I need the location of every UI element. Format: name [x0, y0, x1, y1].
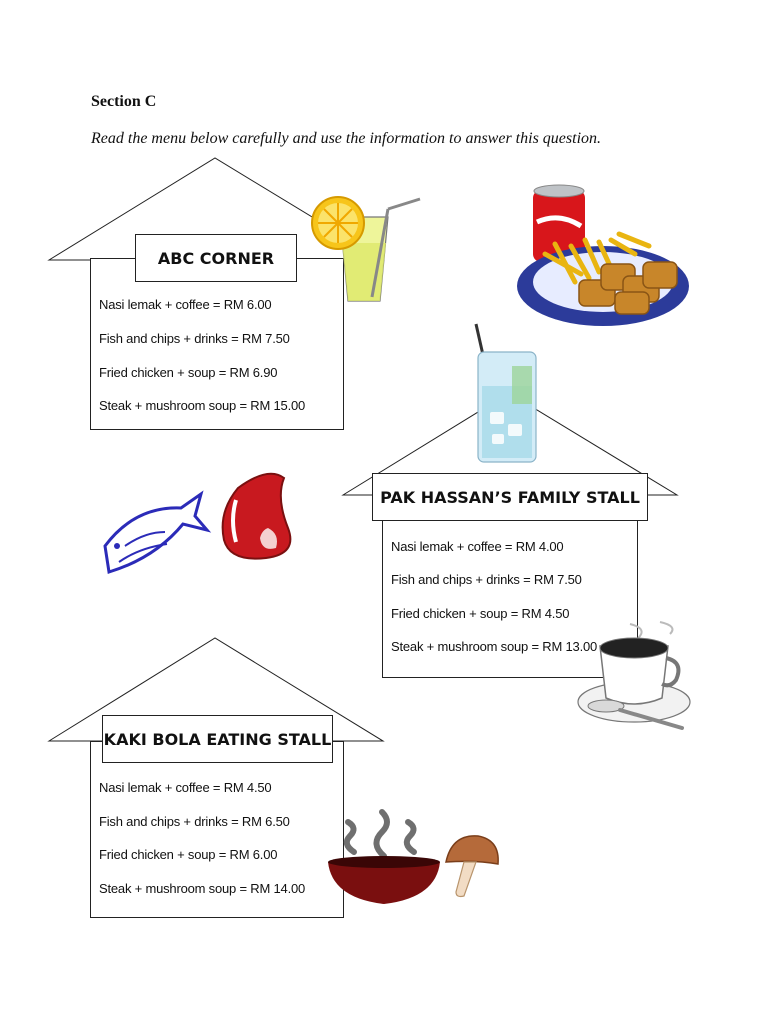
stall-title: PAK HASSAN’S FAMILY STALL	[372, 473, 648, 521]
menu-item: Fried chicken + soup = RM 6.00	[99, 847, 278, 862]
menu-item: Fried chicken + soup = RM 6.90	[99, 365, 278, 380]
coffee-cup-icon	[570, 618, 694, 734]
steak-icon	[218, 468, 300, 564]
stall-title: KAKI BOLA EATING STALL	[102, 715, 333, 763]
section-heading: Section C	[91, 93, 157, 110]
menu-item: Steak + mushroom soup = RM 14.00	[99, 881, 306, 896]
soup-bowl-icon	[326, 808, 442, 908]
instruction-text: Read the menu below carefully and use the information to answer this question.	[91, 130, 602, 147]
menu-item: Fish and chips + drinks = RM 7.50	[99, 331, 290, 346]
menu-item: Nasi lemak + coffee = RM 6.00	[99, 297, 272, 312]
menu-body	[90, 741, 344, 918]
fish-icon	[95, 486, 210, 576]
water-glass-icon	[468, 320, 548, 470]
menu-item: Nasi lemak + coffee = RM 4.00	[391, 539, 564, 554]
stall-title: ABC CORNER	[135, 234, 297, 282]
menu-item: Steak + mushroom soup = RM 13.00	[391, 639, 598, 654]
mushroom-icon	[442, 830, 502, 902]
menu-item: Steak + mushroom soup = RM 15.00	[99, 398, 306, 413]
menu-body	[90, 258, 344, 430]
soda-fries-nuggets-plate-icon	[515, 182, 695, 330]
menu-item: Fish and chips + drinks = RM 6.50	[99, 814, 290, 829]
lemonade-glass-icon	[308, 193, 428, 308]
menu-item: Fried chicken + soup = RM 4.50	[391, 606, 570, 621]
menu-item: Nasi lemak + coffee = RM 4.50	[99, 780, 272, 795]
menu-item: Fish and chips + drinks = RM 7.50	[391, 572, 582, 587]
